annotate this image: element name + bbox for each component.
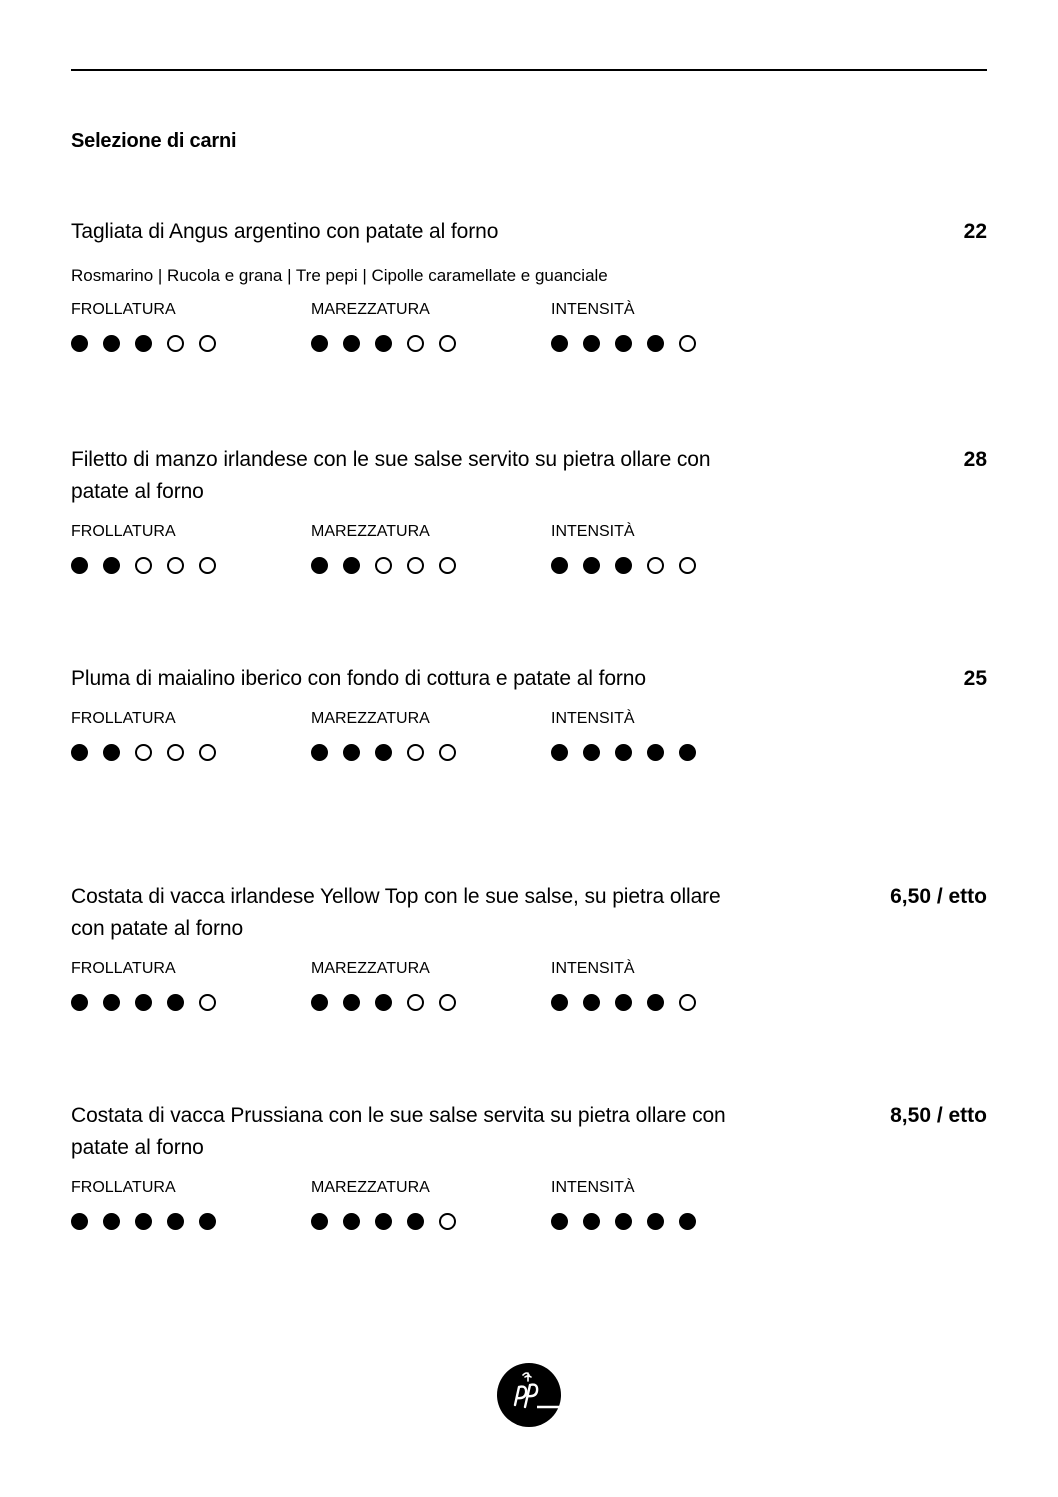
filled-dot-icon — [103, 1213, 120, 1230]
restaurant-logo — [497, 1363, 561, 1427]
filled-dot-icon — [615, 335, 632, 352]
rating-dots — [311, 744, 456, 764]
filled-dot-icon — [583, 1213, 600, 1230]
rating-dots — [311, 1213, 456, 1233]
rating-frollatura — [71, 959, 216, 1014]
rating-label: INTENSITÀ — [551, 960, 635, 977]
menu-item — [71, 444, 987, 602]
filled-dot-icon — [311, 744, 328, 761]
filled-dot-icon — [71, 994, 88, 1011]
rating-intensita — [551, 959, 696, 1014]
filled-dot-icon — [583, 744, 600, 761]
rating-intensita — [551, 300, 696, 355]
filled-dot-icon — [551, 557, 568, 574]
empty-dot-icon — [167, 557, 184, 574]
rating-dots — [311, 557, 456, 577]
item-name: Tagliata di Angus argentino con patate al forno — [71, 220, 499, 243]
empty-dot-icon — [199, 557, 216, 574]
rating-label: FROLLATURA — [71, 301, 176, 318]
rating-label: INTENSITÀ — [551, 523, 635, 540]
empty-dot-icon — [199, 335, 216, 352]
rating-dots — [551, 1213, 696, 1233]
rating-label: FROLLATURA — [71, 523, 176, 540]
item-name: Costata di vacca irlandese Yellow Top con le sue salse, su pietra ollare con patate al forno — [71, 885, 721, 940]
empty-dot-icon — [439, 1213, 456, 1230]
rating-intensita — [551, 709, 696, 764]
filled-dot-icon — [647, 744, 664, 761]
filled-dot-icon — [375, 335, 392, 352]
filled-dot-icon — [71, 1213, 88, 1230]
item-notes: Rosmarino | Rucola e grana | Tre pepi | Cipolle caramellate e guanciale — [71, 266, 608, 285]
rating-label: FROLLATURA — [71, 710, 176, 727]
rating-dots — [71, 994, 216, 1014]
empty-dot-icon — [679, 335, 696, 352]
filled-dot-icon — [71, 557, 88, 574]
rating-label: MAREZZATURA — [311, 960, 430, 977]
empty-dot-icon — [167, 335, 184, 352]
menu-item — [71, 216, 987, 380]
filled-dot-icon — [311, 557, 328, 574]
item-price: 22 — [963, 220, 987, 243]
rating-intensita — [551, 522, 696, 577]
item-name: Costata di vacca Prussiana con le sue salse servita su pietra ollare con patate al forno — [71, 1104, 726, 1159]
rating-frollatura — [71, 300, 216, 355]
menu-item — [71, 1100, 987, 1258]
filled-dot-icon — [103, 994, 120, 1011]
rating-dots — [71, 557, 216, 577]
filled-dot-icon — [551, 1213, 568, 1230]
empty-dot-icon — [407, 557, 424, 574]
filled-dot-icon — [679, 744, 696, 761]
empty-dot-icon — [135, 557, 152, 574]
filled-dot-icon — [679, 1213, 696, 1230]
rating-marezzatura — [311, 1178, 456, 1233]
rating-dots — [71, 1213, 216, 1233]
filled-dot-icon — [103, 335, 120, 352]
filled-dot-icon — [199, 1213, 216, 1230]
rating-group — [71, 300, 987, 380]
filled-dot-icon — [167, 994, 184, 1011]
filled-dot-icon — [375, 994, 392, 1011]
filled-dot-icon — [615, 994, 632, 1011]
filled-dot-icon — [583, 335, 600, 352]
item-price: 25 — [963, 667, 987, 690]
filled-dot-icon — [311, 1213, 328, 1230]
filled-dot-icon — [343, 557, 360, 574]
empty-dot-icon — [407, 994, 424, 1011]
rating-marezzatura — [311, 522, 456, 577]
item-name: Filetto di manzo irlandese con le sue salse servito su pietra ollare con patate al forno — [71, 448, 711, 503]
filled-dot-icon — [135, 1213, 152, 1230]
filled-dot-icon — [343, 335, 360, 352]
empty-dot-icon — [167, 744, 184, 761]
rating-dots — [311, 994, 456, 1014]
filled-dot-icon — [647, 1213, 664, 1230]
filled-dot-icon — [375, 744, 392, 761]
filled-dot-icon — [551, 744, 568, 761]
rating-label: MAREZZATURA — [311, 1179, 430, 1196]
item-price: 8,50 / etto — [890, 1104, 987, 1127]
filled-dot-icon — [311, 335, 328, 352]
filled-dot-icon — [343, 994, 360, 1011]
rating-intensita — [551, 1178, 696, 1233]
rating-dots — [551, 744, 696, 764]
filled-dot-icon — [167, 1213, 184, 1230]
section-title: Selezione di carni — [71, 130, 237, 152]
rating-group — [71, 709, 987, 789]
filled-dot-icon — [375, 1213, 392, 1230]
empty-dot-icon — [199, 994, 216, 1011]
rating-label: MAREZZATURA — [311, 710, 430, 727]
filled-dot-icon — [647, 994, 664, 1011]
empty-dot-icon — [199, 744, 216, 761]
rating-dots — [551, 335, 696, 355]
rating-dots — [551, 557, 696, 577]
filled-dot-icon — [343, 744, 360, 761]
filled-dot-icon — [583, 557, 600, 574]
empty-dot-icon — [439, 744, 456, 761]
empty-dot-icon — [135, 744, 152, 761]
rating-group — [71, 522, 987, 602]
filled-dot-icon — [615, 1213, 632, 1230]
rating-frollatura — [71, 1178, 216, 1233]
rating-group — [71, 959, 987, 1039]
filled-dot-icon — [647, 335, 664, 352]
empty-dot-icon — [375, 557, 392, 574]
top-divider — [71, 69, 987, 71]
rating-marezzatura — [311, 300, 456, 355]
filled-dot-icon — [551, 335, 568, 352]
empty-dot-icon — [439, 994, 456, 1011]
rating-marezzatura — [311, 709, 456, 764]
empty-dot-icon — [439, 557, 456, 574]
rating-group — [71, 1178, 987, 1258]
empty-dot-icon — [407, 744, 424, 761]
empty-dot-icon — [439, 335, 456, 352]
menu-item — [71, 663, 987, 789]
rating-dots — [71, 744, 216, 764]
filled-dot-icon — [615, 744, 632, 761]
rating-dots — [71, 335, 216, 355]
empty-dot-icon — [679, 557, 696, 574]
rating-label: FROLLATURA — [71, 1179, 176, 1196]
filled-dot-icon — [343, 1213, 360, 1230]
rating-label: FROLLATURA — [71, 960, 176, 977]
filled-dot-icon — [103, 557, 120, 574]
empty-dot-icon — [407, 335, 424, 352]
rating-label: MAREZZATURA — [311, 301, 430, 318]
filled-dot-icon — [71, 744, 88, 761]
rating-label: INTENSITÀ — [551, 301, 635, 318]
item-price: 28 — [963, 448, 987, 471]
rating-label: INTENSITÀ — [551, 1179, 635, 1196]
menu-item — [71, 881, 987, 1039]
rating-dots — [311, 335, 456, 355]
item-price: 6,50 / etto — [890, 885, 987, 908]
filled-dot-icon — [103, 744, 120, 761]
filled-dot-icon — [407, 1213, 424, 1230]
empty-dot-icon — [679, 994, 696, 1011]
filled-dot-icon — [615, 557, 632, 574]
rating-label: INTENSITÀ — [551, 710, 635, 727]
rating-label: MAREZZATURA — [311, 523, 430, 540]
filled-dot-icon — [71, 335, 88, 352]
rating-dots — [551, 994, 696, 1014]
filled-dot-icon — [311, 994, 328, 1011]
rating-marezzatura — [311, 959, 456, 1014]
empty-dot-icon — [647, 557, 664, 574]
filled-dot-icon — [135, 994, 152, 1011]
rating-frollatura — [71, 709, 216, 764]
filled-dot-icon — [135, 335, 152, 352]
filled-dot-icon — [583, 994, 600, 1011]
rating-frollatura — [71, 522, 216, 577]
filled-dot-icon — [551, 994, 568, 1011]
item-name: Pluma di maialino iberico con fondo di cottura e patate al forno — [71, 667, 646, 690]
